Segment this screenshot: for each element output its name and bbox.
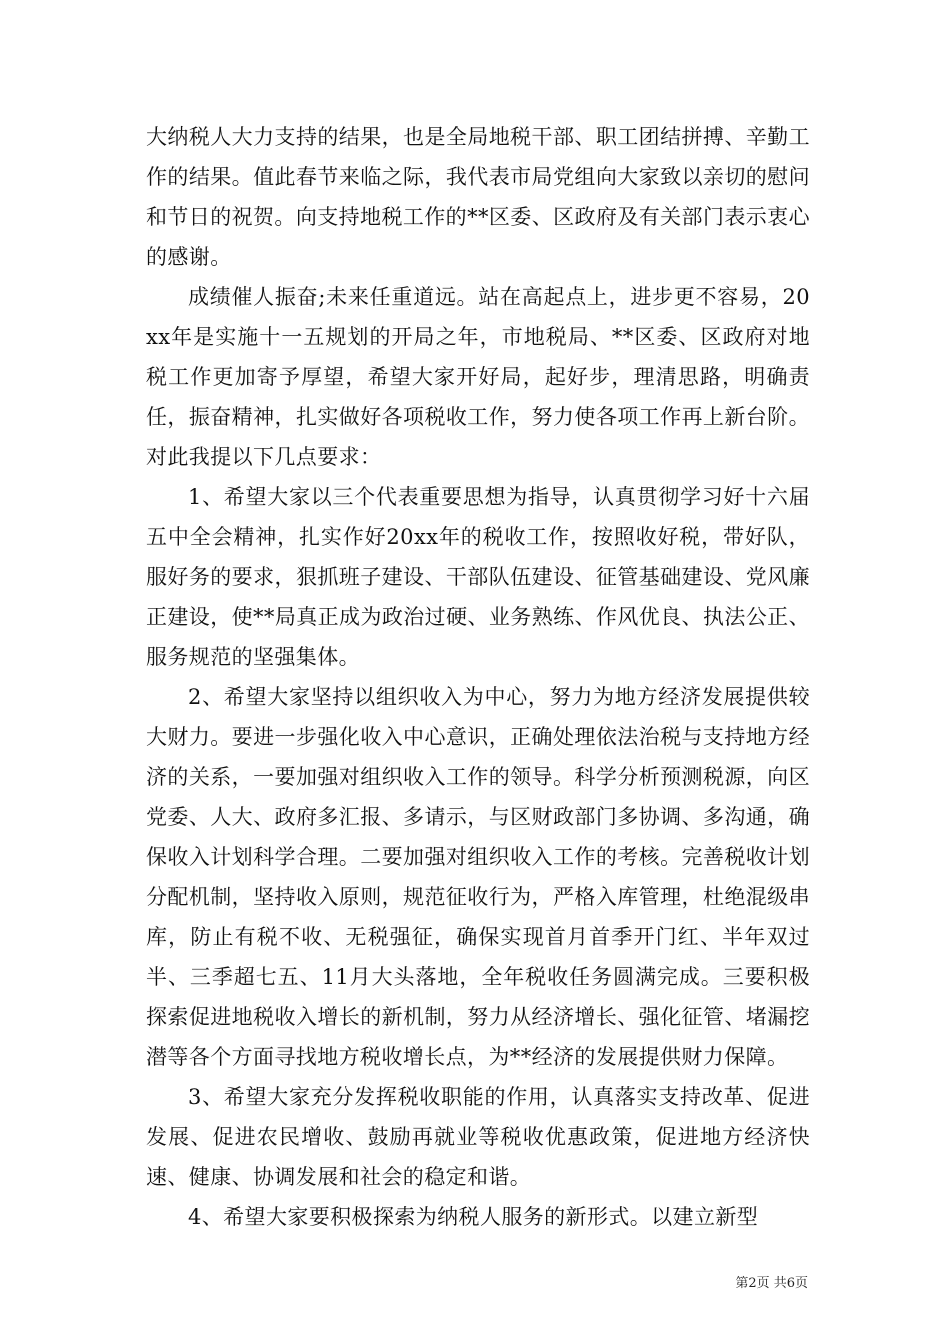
- page-number-footer: 第2页 共6页: [735, 1276, 808, 1291]
- paragraph-continuation: 大纳税人大力支持的结果，也是全局地税干部、职工团结拼搏、辛勤工作的结果。值此春节来临之际，我代表市局党组向大家致以亲切的慰问和节日的祝贺。向支持地税工作的**区委、区政府及有关部门表示衷心的感谢。: [146, 125, 810, 269]
- paragraph-requirement-1: 1、希望大家以三个代表重要思想为指导，认真贯彻学习好十六届五中全会精神，扎实作好20xx年的税收工作，按照收好税，带好队，服好务的要求，狠抓班子建设、干部队伍建设、征管基础建设、党风廉正建设，使**局真正成为政治过硬、业务熟练、作风优良、执法公正、服务规范的坚强集体。: [146, 485, 810, 669]
- paragraph-requirement-3: 3、希望大家充分发挥税收职能的作用，认真落实支持改革、促进发展、促进农民增收、鼓励再就业等税收优惠政策，促进地方经济快速、健康、协调发展和社会的稳定和谐。: [146, 1085, 810, 1189]
- paragraph-requirement-2: 2、希望大家坚持以组织收入为中心，努力为地方经济发展提供较大财力。要进一步强化收入中心意识，正确处理依法治税与支持地方经济的关系，一要加强对组织收入工作的领导。科学分析预测税源，向区党委、人大、政府多汇报、多请示，与区财政部门多协调、多沟通，确保收入计划科学合理。二要加强对组织收入工作的考核。完善税收计划分配机制，坚持收入原则，规范征收行为，严格入库管理，杜绝混级串库，防止有税不收、无税强征，确保实现首月首季开门红、半年双过半、三季超七五、11月大头落地，全年税收任务圆满完成。三要积极探索促进地税收入增长的新机制，努力从经济增长、强化征管、堵漏挖潜等各个方面寻找地方税收增长点，为**经济的发展提供财力保障。: [146, 685, 810, 1069]
- paragraph-achievements: 成绩催人振奋;未来任重道远。站在高起点上，进步更不容易，20xx年是实施十一五规划的开局之年，市地税局、**区委、区政府对地税工作更加寄予厚望，希望大家开好局，起好步，理清思路，明确责任，振奋精神，扎实做好各项税收工作，努力使各项工作再上新台阶。对此我提以下几点要求：: [146, 285, 810, 469]
- document-body: [146, 117, 810, 1237]
- paragraph-requirement-4: 4、希望大家要积极探索为纳税人服务的新形式。以建立新型: [188, 1205, 759, 1229]
